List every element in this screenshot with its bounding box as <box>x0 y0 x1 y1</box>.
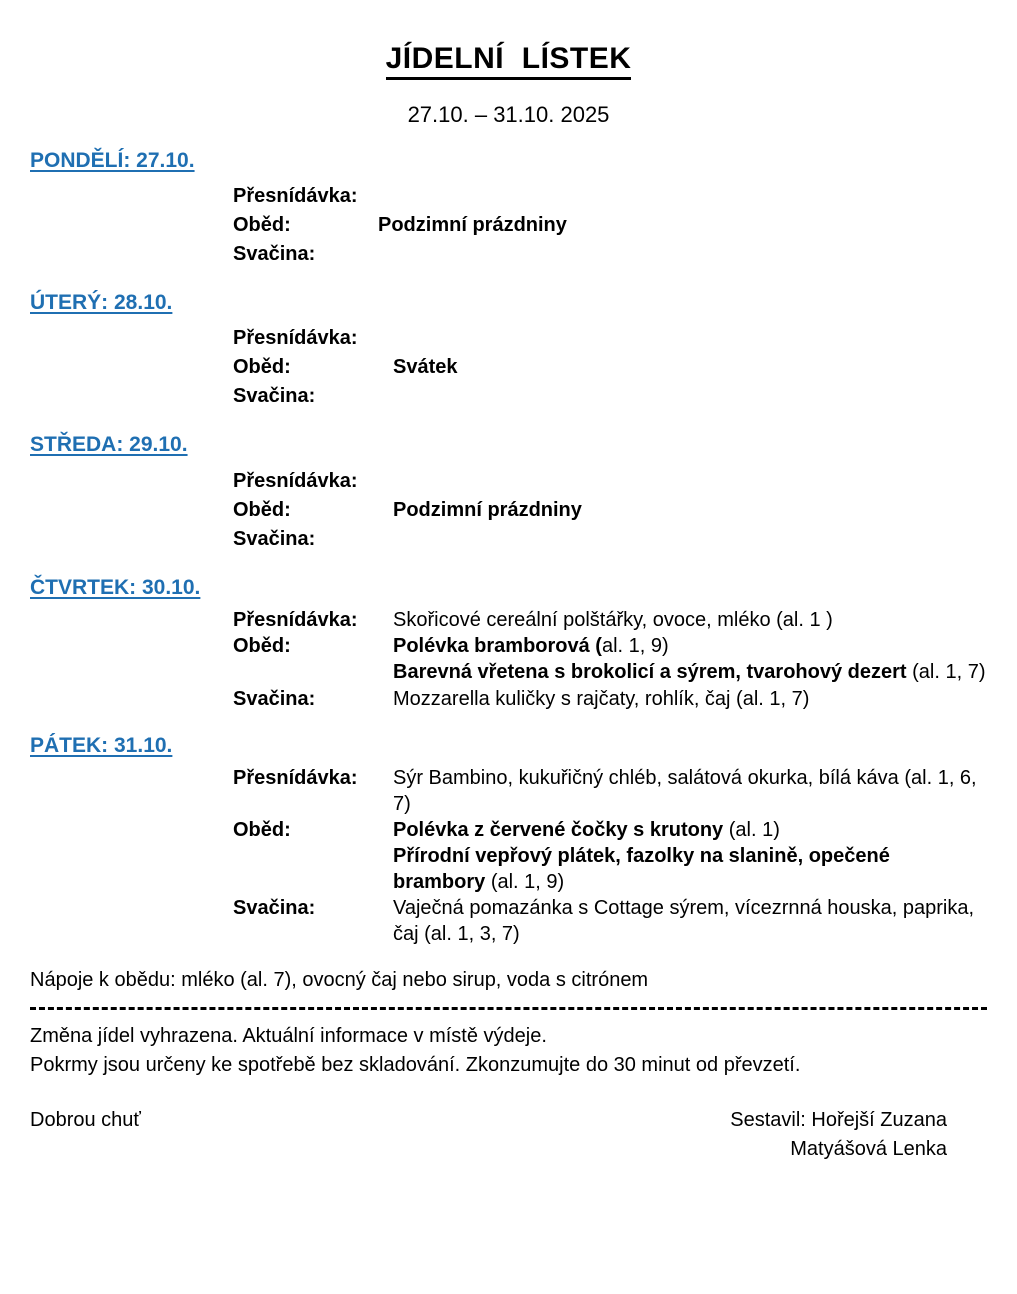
lunch-item-dish: Barevná vřetena s brokolicí a sýrem, tvarohový dezert <box>393 660 913 683</box>
meal-rows-monday <box>30 182 987 269</box>
lunch-item-dish: Polévka bramborová ( <box>393 635 602 658</box>
page-title <box>30 0 987 80</box>
meal-label-snack-afternoon: Svačina: <box>233 243 316 266</box>
lunch-item-dish: Polévka z červené čočky s krutony <box>393 819 729 842</box>
meal-row-lunch <box>30 211 987 240</box>
day-block-tuesday <box>30 291 987 411</box>
day-heading-thursday <box>30 576 987 600</box>
meal-value-snack-afternoon: Mozzarella kuličky s rajčaty, rohlík, čaj (al. 1, 7) <box>393 687 810 710</box>
day-heading-friday <box>30 734 987 758</box>
footer-divider <box>30 1007 987 1010</box>
meal-value-lunch <box>393 634 987 685</box>
meal-rows-wednesday <box>30 467 987 554</box>
lunch-item <box>393 844 987 895</box>
meal-label-snack-morning: Přesnídávka: <box>233 327 358 350</box>
meal-value-snack-morning: Skořicové cereální polštářky, ovoce, mléko (al. 1 ) <box>393 608 833 631</box>
meal-label-snack-morning: Přesnídávka: <box>233 608 358 631</box>
lunch-item-allergens: (al. 1) <box>728 819 780 842</box>
meal-row-snack-morning <box>30 608 987 634</box>
meal-row-snack-morning <box>30 467 987 496</box>
meal-label-snack-afternoon: Svačina: <box>233 687 316 710</box>
meal-label-lunch: Oběd: <box>233 819 291 842</box>
meal-row-snack-afternoon <box>30 382 987 411</box>
footer-notes <box>30 1022 987 1080</box>
meal-value-lunch: Svátek <box>393 356 458 379</box>
page-title-text: JÍDELNÍ LÍSTEK <box>386 42 632 80</box>
day-heading-wednesday-text: STŘEDA: 29.10. <box>30 433 188 457</box>
day-block-friday <box>30 734 987 947</box>
meal-row-snack-afternoon <box>30 896 987 947</box>
meal-row-lunch <box>30 496 987 525</box>
bon-appetit: Dobrou chuť <box>30 1109 141 1132</box>
meal-label-lunch: Oběd: <box>233 635 291 658</box>
lunch-item <box>393 818 987 844</box>
drinks-note: Nápoje k obědu: mléko (al. 7), ovocný čaj nebo sirup, voda s citrónem <box>30 969 649 992</box>
day-heading-thursday-text: ČTVRTEK: 30.10. <box>30 575 201 599</box>
meal-label-lunch: Oběd: <box>233 214 291 237</box>
meal-label-snack-morning: Přesnídávka: <box>233 469 358 492</box>
meal-rows-thursday <box>30 608 987 712</box>
meal-label-snack-afternoon: Svačina: <box>233 897 316 920</box>
compiled-by-name-2: Matyášová Lenka <box>790 1138 947 1161</box>
compiled-by <box>730 1106 987 1164</box>
meal-value-lunch: Podzimní prázdniny <box>393 498 582 521</box>
signature-area <box>30 1106 987 1188</box>
footer-note-1: Změna jídel vyhrazena. Aktuální informace v místě výdeje. <box>30 1025 547 1048</box>
meal-label-snack-morning: Přesnídávka: <box>233 767 358 790</box>
footer-note-2: Pokrmy jsou určeny ke spotřebě bez skladování. Zkonzumujte do 30 minut od převzetí. <box>30 1054 801 1077</box>
lunch-item-dish: Přírodní vepřový plátek, fazolky na slanině, opečené brambory <box>393 845 890 893</box>
meal-rows-friday <box>30 766 987 947</box>
day-block-thursday <box>30 576 987 713</box>
day-heading-monday <box>30 149 987 173</box>
day-heading-friday-text: PÁTEK: 31.10. <box>30 734 173 758</box>
meal-value-lunch <box>393 818 987 895</box>
meal-row-lunch <box>30 634 987 685</box>
lunch-item <box>393 660 987 686</box>
meal-row-snack-afternoon <box>30 240 987 269</box>
meal-row-snack-afternoon <box>30 687 987 713</box>
meal-label-snack-morning: Přesnídávka: <box>233 185 358 208</box>
meal-label-lunch: Oběd: <box>233 498 291 521</box>
day-heading-tuesday-text: ÚTERÝ: 28.10. <box>30 291 173 315</box>
meal-label-snack-afternoon: Svačina: <box>233 385 316 408</box>
meal-row-snack-morning <box>30 324 987 353</box>
meal-row-lunch <box>30 353 987 382</box>
meal-label-lunch: Oběd: <box>233 356 291 379</box>
meal-row-snack-afternoon <box>30 525 987 554</box>
meal-row-snack-morning <box>30 182 987 211</box>
meal-rows-tuesday <box>30 324 987 411</box>
day-heading-wednesday <box>30 433 987 457</box>
meal-value-snack-afternoon: Vaječná pomazánka s Cottage sýrem, vícezrnná houska, paprika, čaj (al. 1, 3, 7) <box>393 897 975 945</box>
meal-label-snack-afternoon: Svačina: <box>233 527 316 550</box>
compiled-by-name-1: Sestavil: Hořejší Zuzana <box>730 1109 947 1132</box>
meal-value-snack-morning: Sýr Bambino, kukuřičný chléb, salátová okurka, bílá káva (al. 1, 6, 7) <box>393 767 977 815</box>
date-range: 27.10. – 31.10. 2025 <box>407 102 610 127</box>
lunch-item-allergens: (al. 1, 9) <box>490 870 565 893</box>
lunch-item <box>393 634 987 660</box>
day-heading-monday-text: PONDĚLÍ: 27.10. <box>30 149 195 173</box>
lunch-item-allergens: (al. 1, 7) <box>912 660 986 683</box>
day-block-monday <box>30 149 987 269</box>
meal-row-snack-morning <box>30 766 987 817</box>
lunch-item-allergens: al. 1, 9) <box>601 635 669 658</box>
day-block-wednesday <box>30 433 987 553</box>
day-heading-tuesday <box>30 291 987 315</box>
meal-row-lunch <box>30 818 987 895</box>
meal-value-lunch: Podzimní prázdniny <box>378 214 567 237</box>
